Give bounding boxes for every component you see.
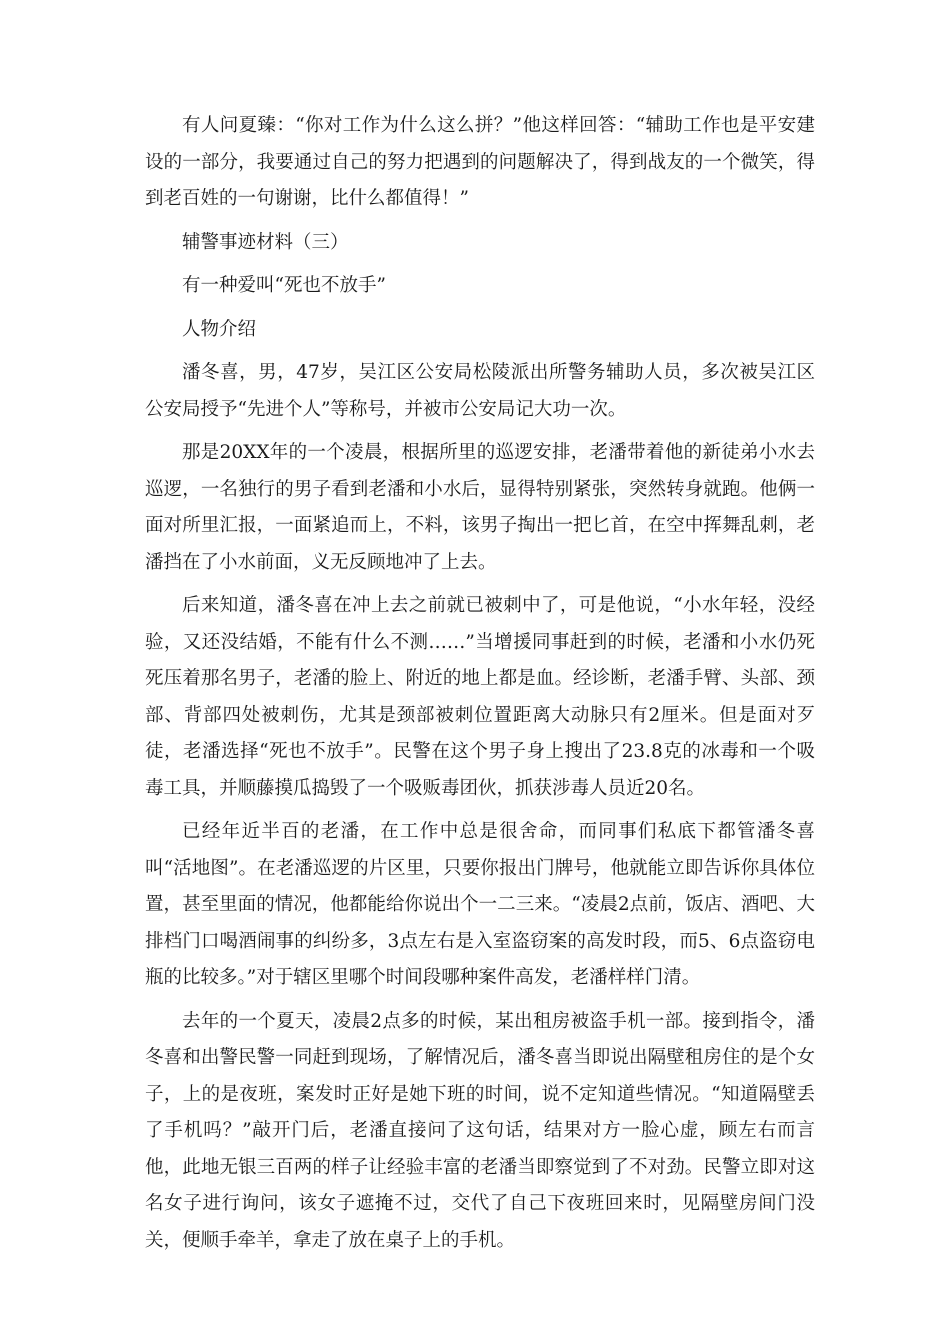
profile-heading: 人物介绍 [182,318,257,340]
paragraph-phone-theft: 去年的一个夏天，凌晨2点多的时候，某出租房被盗手机一部。接到指令，潘冬喜和出警民警一同赶到现场，了解情况后，潘冬喜当即说出隔壁租房住的是个女子，上的是夜班，案发时正好是她下班的时间，说不定知道些情况。“知道隔壁丢了手机吗？”敲开门后，老潘直接问了这句话，结果对方一脸心虚，顾左右而言他，此地无银三百两的样子让经验丰富的老潘当即察觉到了不对劲。民警立即对这名女子进行询问，该女子遮掩不过，交代了自己下夜班回来时，见隔壁房间门没关，便顺手牵羊，拿走了放在桌子上的手机。 [145,1010,815,1251]
story-title: 有一种爱叫“死也不放手” [182,275,386,296]
section-title: 辅警事迹材料（三） [182,231,349,253]
paragraph-answer: 有人问夏臻：“你对工作为什么这么拼？”他这样回答：“辅助工作也是平安建设的一部分，我要通过自己的努力把遇到的问题解决了，得到战友的一个微笑，得到老百姓的一句谢谢，比什么都值得！” [145,115,815,209]
paragraph-aftermath: 后来知道，潘冬喜在冲上去之前就已被刺中了，可是他说，“小水年轻，没经验，又还没结婚，不能有什么不测……”当增援同事赶到的时候，老潘和小水仍死死压着那名男子，老潘的脸上、附近的地上都是血。经诊断，老潘手臂、头部、颈部、背部四处被刺伤，尤其是颈部被刺位置距离大动脉只有2厘米。但是面对歹徒，老潘选择“死也不放手”。民警在这个男子身上搜出了23.8克的冰毒和一个吸毒工具，并顺藤摸瓜捣毁了一个吸贩毒团伙，抓获涉毒人员近20名。 [145,595,815,799]
paragraph-living-map: 已经年近半百的老潘，在工作中总是很舍命，而同事们私底下都管潘冬喜叫“活地图”。在老潘巡逻的片区里，只要你报出门牌号，他就能立即告诉你具体位置，甚至里面的情况，他都能给你说出个一二三来。“凌晨2点前，饭店、酒吧、大排档门口喝酒闹事的纠纷多，3点左右是入室盗窃案的高发时段，而5、6点盗窃电瓶的比较多。”对于辖区里哪个时间段哪种案件高发，老潘样样门清。 [145,821,815,988]
paragraph-incident: 那是20XX年的一个凌晨，根据所里的巡逻安排，老潘带着他的新徒弟小水去巡逻，一名独行的男子看到老潘和小水后，显得特别紧张，突然转身就跑。他俩一面对所里汇报，一面紧追而上，不料，该男子掏出一把匕首，在空中挥舞乱刺，老潘挡在了小水前面，义无反顾地冲了上去。 [145,442,815,573]
paragraph-profile: 潘冬喜，男，47岁，吴江区公安局松陵派出所警务辅助人员，多次被吴江区公安局授予“先进个人”等称号，并被市公安局记大功一次。 [145,362,815,420]
document-body [145,108,815,1266]
